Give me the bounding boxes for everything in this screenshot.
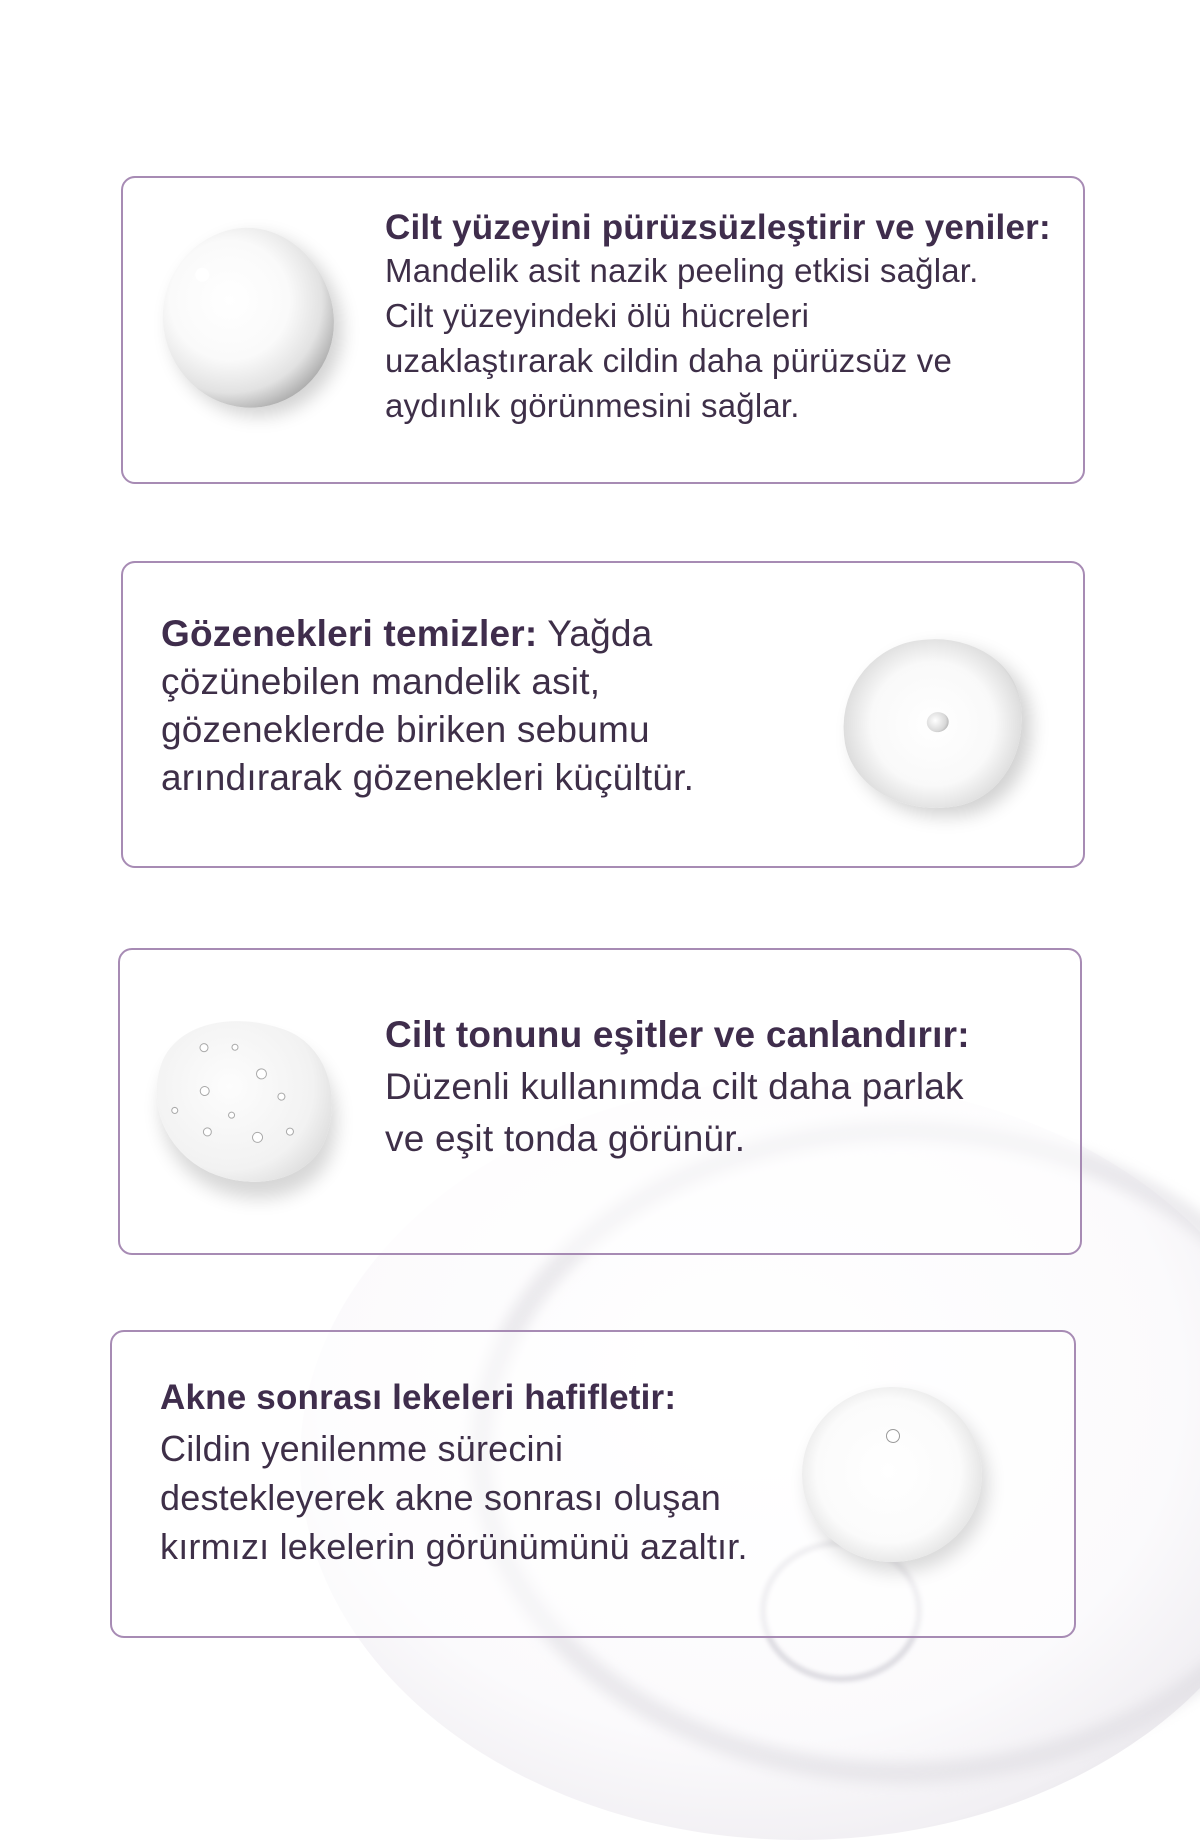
benefit-card-smoothing: [121, 176, 1085, 484]
card-line: ve eşit tonda görünür.: [385, 1118, 746, 1159]
benefit-card-acne-marks: [110, 1330, 1076, 1638]
card-line: Cilt yüzeyindeki ölü hücreleri: [385, 297, 810, 334]
gel-bubble: [170, 1106, 179, 1115]
drop-highlight: [194, 266, 211, 283]
gel-bubble: [198, 1042, 210, 1054]
gel-bubble: [276, 1091, 286, 1101]
card-line: arındırarak gözenekleri küçültür.: [161, 757, 695, 798]
card-line: destekleyerek akne sonrası oluşan: [160, 1477, 721, 1518]
gel-bubble: [231, 1043, 240, 1052]
card-line: Düzenli kullanımda cilt daha parlak: [385, 1066, 964, 1107]
card-line: uzaklaştırarak cildin daha pürüzsüz ve: [385, 342, 953, 379]
benefit-card-pores: [121, 561, 1085, 868]
gel-bubble: [254, 1067, 268, 1081]
gel-bubble: [202, 1126, 214, 1138]
benefit-card-tone: [118, 948, 1082, 1255]
card-title: Cilt yüzeyini pürüzsüzleştirir ve yeniler:: [385, 208, 1051, 247]
serum-drop-image: [830, 625, 1037, 824]
card-title: Cilt tonunu eşitler ve canlandırır:: [385, 1014, 970, 1055]
gel-bubble: [198, 1085, 211, 1098]
card-line: aydınlık görünmesini sağlar.: [385, 387, 800, 424]
gel-bubble: [285, 1126, 295, 1136]
card-first-line: [161, 613, 652, 655]
drop-bubble: [886, 1429, 900, 1443]
serum-drop-image: [144, 210, 352, 426]
card-line: Mandelik asit nazik peeling etkisi sağlar.: [385, 252, 979, 289]
card-line: Yağda: [537, 613, 653, 654]
card-title: Akne sonrası lekeleri hafifletir:: [160, 1378, 677, 1417]
drop-bubble: [925, 710, 950, 734]
card-line: çözünebilen mandelik asit,: [161, 661, 601, 702]
card-line: kırmızı lekelerin görünümünü azaltır.: [160, 1526, 748, 1567]
gel-drop-image: [132, 994, 356, 1206]
card-line: gözeneklerde biriken sebumu: [161, 709, 650, 750]
serum-drop-image: [802, 1387, 982, 1562]
card-title: Gözenekleri temizler:: [161, 613, 538, 654]
card-line: Cildin yenilenme sürecini: [160, 1428, 564, 1469]
gel-bubble: [227, 1111, 236, 1120]
gel-bubble: [250, 1130, 264, 1144]
